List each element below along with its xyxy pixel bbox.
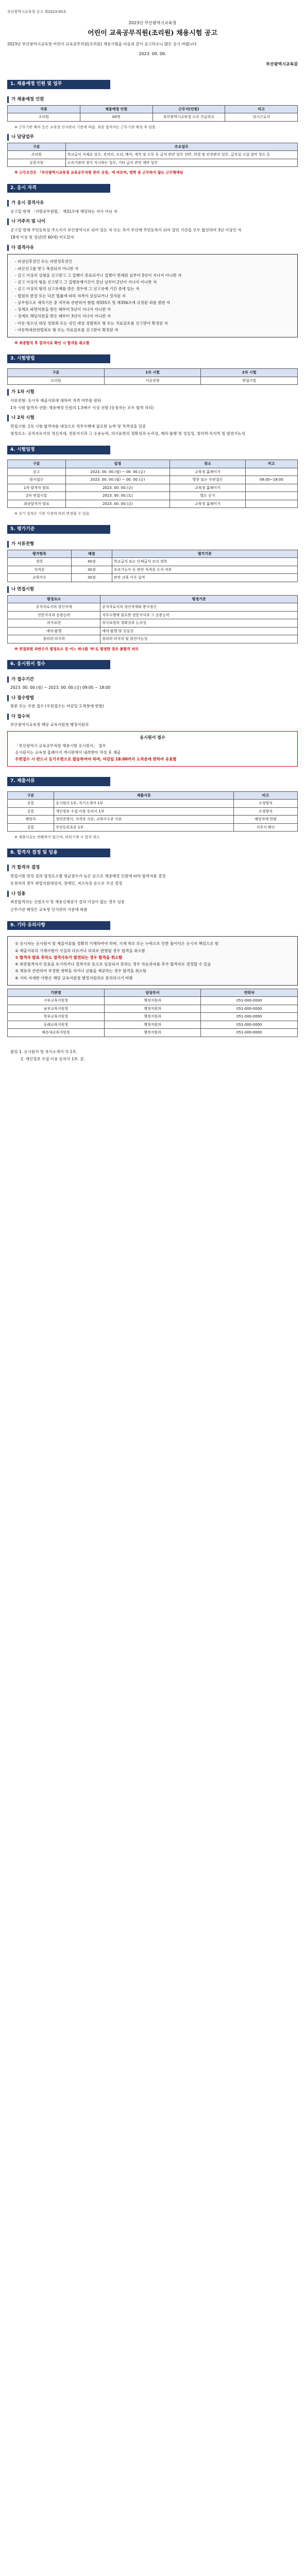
th: 채용예정 인원 <box>80 105 152 113</box>
table-row <box>8 476 298 484</box>
cell: 원서접수 <box>8 476 66 484</box>
s6-sub3: 다 접수처 <box>7 714 298 720</box>
cell: 면접시험 <box>201 377 298 385</box>
s3-sub2: 나 2차 시험 <box>7 415 298 421</box>
cell: 30점 <box>71 574 112 582</box>
para: 면접시험: 1차 시험 합격자를 대상으로 직무수행에 필요한 능력 및 적격성을 검증 <box>10 424 146 429</box>
cell: 2023. 00. 00.(월) ~ 00. 00.(금) <box>65 468 170 476</box>
list-item: - 피성년후견인 또는 피한정후견인 <box>15 259 73 264</box>
s2-sub3: 다 결격사유 <box>7 245 298 251</box>
cell: 2023. 00. 00.(월) ~ 00. 00.(금) <box>65 476 170 484</box>
s8-sub1: 가 합격자 결정 <box>7 865 298 871</box>
list-item: - 법원의 판결 또는 다른 법률에 따라 자격이 상실되거나 정지된 자 <box>15 293 126 298</box>
list-item: ⑤ 채용과 관련하여 부정한 청탁을 하거나 금품을 제공하는 경우 합격을 취소함 <box>15 969 147 974</box>
table-row <box>8 816 298 824</box>
cell: 조리원 <box>8 151 66 159</box>
cell: 조리원 <box>8 377 105 385</box>
cell: 공직자로서의 정신자세 <box>8 603 100 612</box>
list-item: ③ 합격자 발표 후라도 결격사유가 발견되는 경우 합격을 취소함 <box>15 955 123 960</box>
cell: 교육청 홈페이지 <box>170 484 245 492</box>
cell: 경력증명서, 자격증 사본, 교육이수증 사본 <box>54 816 234 824</box>
cell: 학교급식 식재료 검수, 전처리, 조리, 배식, 세척 및 소독 등 급식 관련 업무 전반, 위생 및 안전관리 업무, 급식실 시설·설비 청소 등 <box>65 151 297 159</box>
s8-sub2: 나 임용 <box>7 891 298 897</box>
cell: 2023. 00. 00.(금) <box>65 484 170 492</box>
table-row <box>8 627 298 635</box>
cell: 부산광역시교육청 소속 각급학교 <box>152 113 225 122</box>
document-title: 어린이 교육공무직원(조리원) 채용시험 공고 <box>88 29 217 37</box>
cell: 별도 공지 <box>170 492 245 500</box>
cell: 남부교육지원청 <box>8 1005 105 1013</box>
cell: 의사표현의 정확성과 논리성 <box>100 619 298 628</box>
list-item: - 아동학대관련범죄로 형 또는 치료감호를 선고받아 확정된 자 <box>15 327 118 332</box>
th: 평가기준 <box>112 550 297 558</box>
section-3-title: 3. 시험방법 <box>7 354 110 364</box>
cell: 해운대교육지원청 <box>8 1029 105 1037</box>
cell <box>245 468 297 476</box>
section-7-title: 7. 제출서류 <box>7 777 110 786</box>
cell: 예의·품행 <box>8 627 100 635</box>
para: 공고일 현재 「지방공무원법」 제31조에 해당하는 자가 아닌 자 <box>10 209 117 214</box>
cell: 2차 면접시험 <box>8 492 66 500</box>
table-row <box>8 113 298 122</box>
th: 담당부서 <box>104 989 201 997</box>
table-row <box>8 151 298 159</box>
para: 동점자의 경우 취업지원대상자, 장애인, 저소득층 순으로 우선 결정 <box>10 881 123 886</box>
table-row <box>8 807 298 816</box>
para: 최종합격자는 신원조사 및 채용신체검사 결과 이상이 없는 경우 임용 <box>10 900 125 905</box>
para: 근무기관 배정은 교육청 인사관리 기준에 따름 <box>10 907 88 912</box>
list-item: ⑥ 기타 자세한 사항은 해당 교육지원청 행정지원과로 문의하시기 바람 <box>15 975 133 980</box>
cell: 공고 <box>8 468 66 476</box>
s2-sub1: 가 응시 결격사유 <box>7 200 298 207</box>
cell: 30점 <box>71 566 112 574</box>
cell <box>245 492 297 500</box>
cell: 교육청 홈페이지 <box>170 500 245 508</box>
note-red: ※ 근무조건은 「부산광역시교육청 교육공무직원 관리 규정」에 따르며, 방학 중 근무하지 않는 근무형태임 <box>14 171 183 175</box>
notice-date: 2023. 00. 00. <box>139 52 166 57</box>
cell: 방문 또는 우편접수 <box>170 476 245 484</box>
table-row <box>8 574 298 582</box>
table-row <box>8 611 298 619</box>
org-line: 2023년 부산광역시교육청 <box>128 20 177 25</box>
list-item: ④ 최종합격자가 임용을 포기하거나 결격사유 등으로 임용되지 못하는 경우 차순위자를 추가 합격자로 결정할 수 있음 <box>15 962 211 967</box>
table-row <box>8 484 298 492</box>
attachment-1: 붙임 1. 응시원서 및 자기소개서 각 1부. <box>10 1049 78 1054</box>
cell: 최종합격자 발표 <box>8 500 66 508</box>
cell: 소정양식 <box>234 800 298 808</box>
th: 평정기준 <box>100 595 298 603</box>
cell: 행정지원과 <box>104 1029 201 1037</box>
cell: 거주지 확인 <box>234 823 298 832</box>
para: 부산광역시교육청 해당 교육지원청 행정지원과 <box>10 722 89 727</box>
cell: 주민등록초본 1부 <box>54 823 234 832</box>
th: 1차 시험 <box>104 369 201 377</box>
section-8-title: 8. 합격자 결정 및 임용 <box>7 849 110 858</box>
notice-number: 부산광역시교육청 공고 제2023-00호 <box>7 10 66 14</box>
table-row <box>8 635 298 643</box>
table-row <box>8 500 298 508</box>
list-item: ② 제출서류의 기재사항이 사실과 다르거나 허위로 판명될 경우 합격을 취소함 <box>15 948 145 953</box>
cell: 교육청 홈페이지 <box>170 468 245 476</box>
cell <box>245 500 297 508</box>
cell: 051-000-0000 <box>201 1013 298 1021</box>
attachment-2: 2. 개인정보 수집·이용 동의서 1부. 끝. <box>21 1057 86 1061</box>
s3-sub1: 가 1차 시험 <box>7 389 298 396</box>
cell: 조리원 <box>8 113 80 122</box>
table-row <box>8 1005 298 1013</box>
table-row <box>8 1013 298 1021</box>
note: ※ 제출서류는 반환하지 않으며, 허위기재 시 합격 취소 <box>14 835 100 840</box>
th: 일정 <box>65 460 170 468</box>
list-item: 「부산광역시 교육공무직원 채용시험 응시원서」 접수 <box>15 743 106 748</box>
table-schedule <box>7 460 298 508</box>
cell: 창의력·의지력 및 발전가능성 <box>100 635 298 643</box>
cell: 경력 <box>8 558 72 566</box>
th: 배점 <box>71 550 112 558</box>
para: 면접시험 평정 결과 평정요소별 평균점수가 높은 순으로 채용예정 인원에 따라 합격자를 결정 <box>10 874 166 878</box>
note: ※ 상기 일정은 기관 사정에 따라 변경될 수 있음 <box>14 512 90 516</box>
th: 기관명 <box>8 989 105 997</box>
cell: 공직자로서의 정신자세와 봉사정신 <box>100 603 298 612</box>
th: 비고 <box>234 791 298 800</box>
list-item: - 금고 이상의 실형을 선고받고 그 집행이 종료되거나 집행이 면제된 날부터 5년이 지나지 아니한 자 <box>15 273 182 278</box>
intro-text: 2023년 부산광역시교육청 어린이 교육공무직원(조리원) 채용시험을 다음과 같이 공고하오니 많은 응시 바랍니다. <box>7 42 198 46</box>
cell: 2023. 00. 00.(토) <box>65 492 170 500</box>
s5-sub2: 나 면접시험 <box>7 586 298 593</box>
cell: 051-000-0000 <box>201 1021 298 1029</box>
table-row <box>8 468 298 476</box>
cell: 공통사항 <box>8 159 66 167</box>
cell: 전문지식과 응용능력 <box>8 611 100 619</box>
cell: 행정지원과 <box>104 1013 201 1021</box>
section-2-title: 2. 응시 자격 <box>7 184 110 193</box>
cell: 개인정보 수집·이용 동의서 1부 <box>54 807 234 816</box>
th: 구분 <box>8 791 54 800</box>
cell: 창의력·의지력 <box>8 635 100 643</box>
cell: 조리기능사 등 관련 자격증 소지 여부 <box>112 566 297 574</box>
cell: 051-000-0000 <box>201 1029 298 1037</box>
table-row <box>8 377 298 385</box>
notice-box <box>7 731 298 767</box>
table-row <box>8 558 298 566</box>
s1-sub2: 나 담당업무 <box>7 134 298 141</box>
th: 평가항목 <box>8 550 72 558</box>
table-row <box>8 1021 298 1029</box>
disqualification-box <box>7 254 298 337</box>
cell: 의사표현 <box>8 619 100 628</box>
section-5-title: 5. 평가기준 <box>7 525 110 534</box>
cell: 행정지원과 <box>104 1021 201 1029</box>
list-item: - 아동·청소년 대상 성범죄 또는 성인 대상 성범죄로 형 또는 치료감호를 선고받아 확정된 자 <box>15 320 168 326</box>
cell: 09:00~18:00 <box>245 476 297 484</box>
table-contacts <box>7 989 298 1037</box>
para: 18세 이상 및 정년(만 60세) 미도달자 <box>10 235 74 240</box>
th: 제출서류 <box>54 791 234 800</box>
table-exam-method <box>7 368 298 385</box>
th: 평정요소 <box>8 595 100 603</box>
th: 2차 시험 <box>201 369 298 377</box>
table-positions <box>7 105 298 122</box>
cell: 직무수행에 필요한 전문지식과 그 응용능력 <box>100 611 298 619</box>
cell: 북부교육지원청 <box>8 1013 105 1021</box>
th: 연락처 <box>201 989 298 997</box>
cell: 051-000-0000 <box>201 1005 298 1013</box>
th: 구분 <box>8 460 66 468</box>
cell: 해당자 <box>8 816 54 824</box>
cell: 051-000-0000 <box>201 997 298 1005</box>
s6-sub1: 가 접수기간 <box>7 676 298 683</box>
cell: 공통 <box>8 823 54 832</box>
th: 직종 <box>8 105 80 113</box>
cell: 공통 <box>8 800 54 808</box>
th: 주요업무 <box>65 143 297 151</box>
list-item: - 금고 이상의 형을 선고받고 그 집행유예기간이 끝난 날부터 2년이 지나지 아니한 자 <box>15 280 157 284</box>
para: 1차 시험 합격자 선발: 채용예정 인원의 1.5배수 이상 선발 (동점자는 모두 합격 처리) <box>10 405 154 410</box>
list-item: - 징계로 파면처분을 받은 때부터 5년이 지나지 아니한 자 <box>15 307 111 312</box>
document-page <box>0 0 305 1079</box>
para: 2023. 00. 00.(월) ~ 2023. 00. 00.(금) 09:00 ~ 18:00 <box>10 685 111 690</box>
th: 구분 <box>8 369 105 377</box>
table-row <box>8 997 298 1005</box>
th: 구분 <box>8 143 66 151</box>
table-row <box>8 619 298 628</box>
s2-sub2: 나 거주지 및 나이 <box>7 218 298 225</box>
th: 근무지(인원) <box>152 105 225 113</box>
cell: 2023. 00. 00.(금) <box>65 500 170 508</box>
cell: 서류전형 <box>104 377 201 385</box>
cell: 학교급식 또는 단체급식 조리 경력 <box>112 558 297 566</box>
s6-sub2: 나 접수방법 <box>7 695 298 702</box>
table-duties <box>7 143 298 167</box>
th: 장소 <box>170 460 245 468</box>
note: ※ 근무기관 배치 등은 교육청 인사관리 기준에 따름. 최종 합격자는 근무기관 배정 후 임용 <box>14 125 156 129</box>
cell: 서부교육지원청 <box>8 997 105 1005</box>
section-4-title: 4. 시험일정 <box>7 446 110 455</box>
table-row <box>8 159 298 167</box>
cell: 관련 교육 이수 실적 <box>112 574 297 582</box>
list-item: - 공무원으로 재직기간 중 직무와 관련하여 형법 제355조 및 제356조에 규정된 죄를 범한 자 <box>15 300 171 305</box>
cell: 행정지원과 <box>104 1005 201 1013</box>
table-row <box>8 566 298 574</box>
section-1-title: 1. 채용예정 인원 및 업무 <box>7 80 110 89</box>
th: 비고 <box>245 460 297 468</box>
table-row <box>8 823 298 832</box>
cell: 행정지원과 <box>104 997 201 1005</box>
list-item: ① 응시자는 응시원서 및 제출서류를 정확히 기재하여야 하며, 기재 착오 또는 누락으로 인한 불이익은 응시자 책임으로 함 <box>15 941 219 946</box>
caution-box <box>7 936 298 986</box>
notice-box-title: 응시원서 접수 <box>140 735 165 740</box>
table-interview-criteria <box>7 595 298 643</box>
para: 평정요소: 공직자로서의 정신자세, 전문지식과 그 응용능력, 의사표현의 정확성과 논리성, 예의·품행 및 성실성, 창의력·의지력 및 발전가능성 <box>10 431 245 436</box>
list-item: - 금고 이상의 형의 선고유예를 받은 경우에 그 선고유예 기간 중에 있는 자 <box>15 286 140 292</box>
table-row <box>8 800 298 808</box>
cell: 자격증 <box>8 566 72 574</box>
s1-sub1: 가 채용예정 인원 <box>7 96 298 103</box>
list-item: - 파산선고를 받고 복권되지 아니한 자 <box>15 266 79 271</box>
note-red: ※ 면접위원 과반수가 평정요소 중 어느 하나를 '하'로 평정한 경우 불합격 처리 <box>14 647 139 651</box>
section-6-title: 6. 응시원서 접수 <box>7 660 110 669</box>
cell <box>245 484 297 492</box>
cell: 소속기관의 장이 지시하는 업무, 기타 급식 관련 제반 업무 <box>65 159 297 167</box>
table-document-scoring <box>7 550 298 582</box>
para: 서류전형: 응시자 제출서류에 대하여 적격 여부를 판단 <box>10 398 101 403</box>
list-item: 응시원서는 교육청 홈페이지 게시판에서 내려받아 작성 후 제출 <box>15 750 121 755</box>
para: 공고일 현재 주민등록상 주소지가 부산광역시로 되어 있는 자 또는 과거 부산에 주민등록이 되어 있던 기간을 모두 합산하여 3년 이상인 자 <box>10 228 242 232</box>
cell: 응시원서 1부, 자기소개서 1부 <box>54 800 234 808</box>
note-red: ※ 최종합격 후 결격사유 확인 시 합격을 취소함 <box>14 341 90 345</box>
cell: 예의·품행 및 성실성 <box>100 627 298 635</box>
list-item: 우편접수 시 반드시 등기우편으로 발송하여야 하며, 마감일 18:00까지 도착분에 한하여 유효함 <box>15 757 177 761</box>
th: 비고 <box>225 105 298 113</box>
cell: 교육이수 <box>8 574 72 582</box>
cell: 동래교육지원청 <box>8 1021 105 1029</box>
table-documents <box>7 791 298 832</box>
cell: 해당자에 한함 <box>234 816 298 824</box>
s5-sub1: 가 서류전형 <box>7 541 298 548</box>
cell: 1차 합격자 발표 <box>8 484 66 492</box>
cell: 40점 <box>71 558 112 566</box>
issuer: 부산광역시교육감 <box>266 62 298 67</box>
table-row <box>8 492 298 500</box>
table-row <box>8 1029 298 1037</box>
cell: 상시근로자 <box>225 113 298 122</box>
list-item: - 징계로 해임처분을 받은 때부터 3년이 지나지 아니한 자 <box>15 314 111 319</box>
cell: 소정양식 <box>234 807 298 816</box>
cell: 00명 <box>80 113 152 122</box>
table-row <box>8 603 298 612</box>
section-9-title: 9. 기타 유의사항 <box>7 921 110 930</box>
para: 방문 또는 우편 접수 (우편접수는 마감일 도착분에 한함) <box>10 704 104 709</box>
cell: 공통 <box>8 807 54 816</box>
